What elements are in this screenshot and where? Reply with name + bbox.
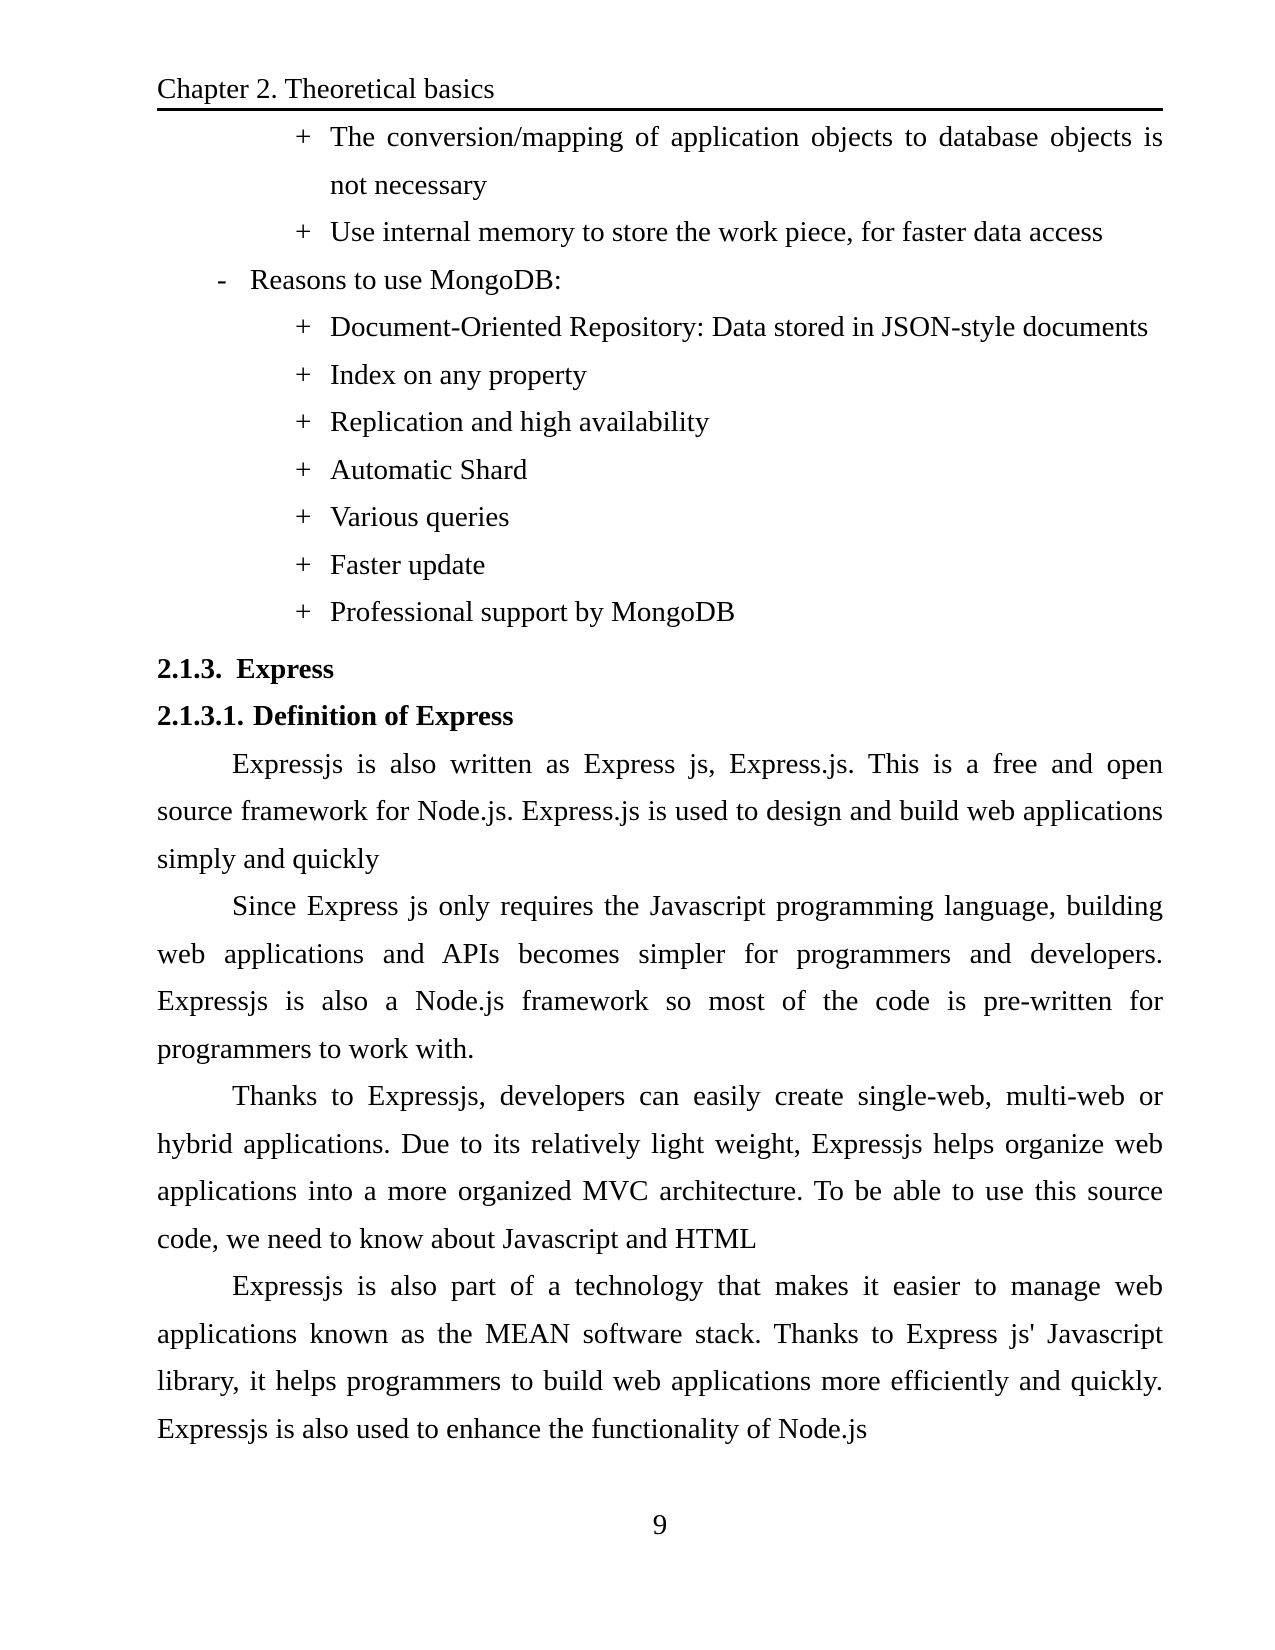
- subsection-title: Definition of Express: [253, 700, 514, 732]
- page-number: 9: [652, 1509, 668, 1541]
- list-item: [157, 304, 1163, 352]
- bullet-list: [157, 114, 1163, 637]
- list-item-text: Faster update: [330, 548, 486, 581]
- list-item-text: Use internal memory to store the work piece, for faster data access: [330, 216, 1104, 248]
- list-item-marker: +: [295, 358, 312, 391]
- list-item-marker: +: [295, 121, 312, 153]
- list-item-text: Index on any property: [330, 358, 587, 391]
- list-item: [157, 542, 1163, 590]
- list-item: [157, 352, 1163, 400]
- paragraph: Since Express js only requires the Javascript programming language, building web applications and APIs becomes simpler for programmers and developers. Expressjs is also a Node.js framework so most of the code is pre-written for programmers to work with.: [157, 890, 1163, 1065]
- list-item: [157, 209, 1163, 257]
- section-number: 2.1.3.: [157, 652, 223, 685]
- list-item: [157, 114, 1163, 209]
- list-item-marker: -: [217, 263, 227, 296]
- list-item-marker: +: [295, 596, 312, 628]
- list-item-marker: +: [295, 501, 312, 533]
- list-item-text: The conversion/mapping of application objects to database objects is not necessary: [330, 121, 1163, 201]
- list-item-marker: +: [295, 453, 312, 486]
- list-item-text: Professional support by MongoDB: [330, 596, 736, 628]
- list-item-marker: +: [295, 406, 312, 438]
- list-item-text: Automatic Shard: [330, 453, 528, 486]
- list-item-text: Replication and high availability: [330, 406, 710, 438]
- list-item: [157, 447, 1163, 495]
- list-item: [157, 589, 1163, 637]
- list-item-marker: +: [295, 548, 312, 581]
- list-item-marker: +: [295, 311, 312, 343]
- list-item-marker: +: [295, 216, 312, 248]
- paragraph: Thanks to Expressjs, developers can easily create single-web, multi-web or hybrid applications. Due to its relatively light weight, Expressjs helps organize web applications into a more organized MVC architecture. To be able to use this source code, we need to know about Javascript and HTML: [157, 1080, 1163, 1255]
- chapter-header: Chapter 2. Theoretical basics: [157, 73, 1163, 111]
- list-item-text: Reasons to use MongoDB:: [250, 263, 562, 296]
- list-item: [157, 399, 1163, 447]
- subsection-heading: [157, 693, 1163, 741]
- list-item: [157, 494, 1163, 542]
- list-item-text: Document-Oriented Repository: Data stored in JSON-style documents: [330, 311, 1149, 343]
- list-item-text: Various queries: [330, 501, 510, 533]
- section-heading: [157, 646, 1163, 694]
- section-title: Express: [236, 652, 335, 685]
- paragraph: Expressjs is also part of a technology that makes it easier to manage web applications known as the MEAN software stack. Thanks to Express js' Javascript library, it helps programmers to build web applications more efficiently and quickly. Expressjs is also used to enhance the functionality of Node.js: [157, 1270, 1163, 1445]
- subsection-number: 2.1.3.1.: [157, 700, 244, 732]
- paragraph: Expressjs is also written as Express js, Express.js. This is a free and open source framework for Node.js. Express.js is used to design and build web applications simply and quickly: [157, 747, 1163, 875]
- list-item: [157, 257, 1163, 305]
- page-content: [157, 73, 1163, 1453]
